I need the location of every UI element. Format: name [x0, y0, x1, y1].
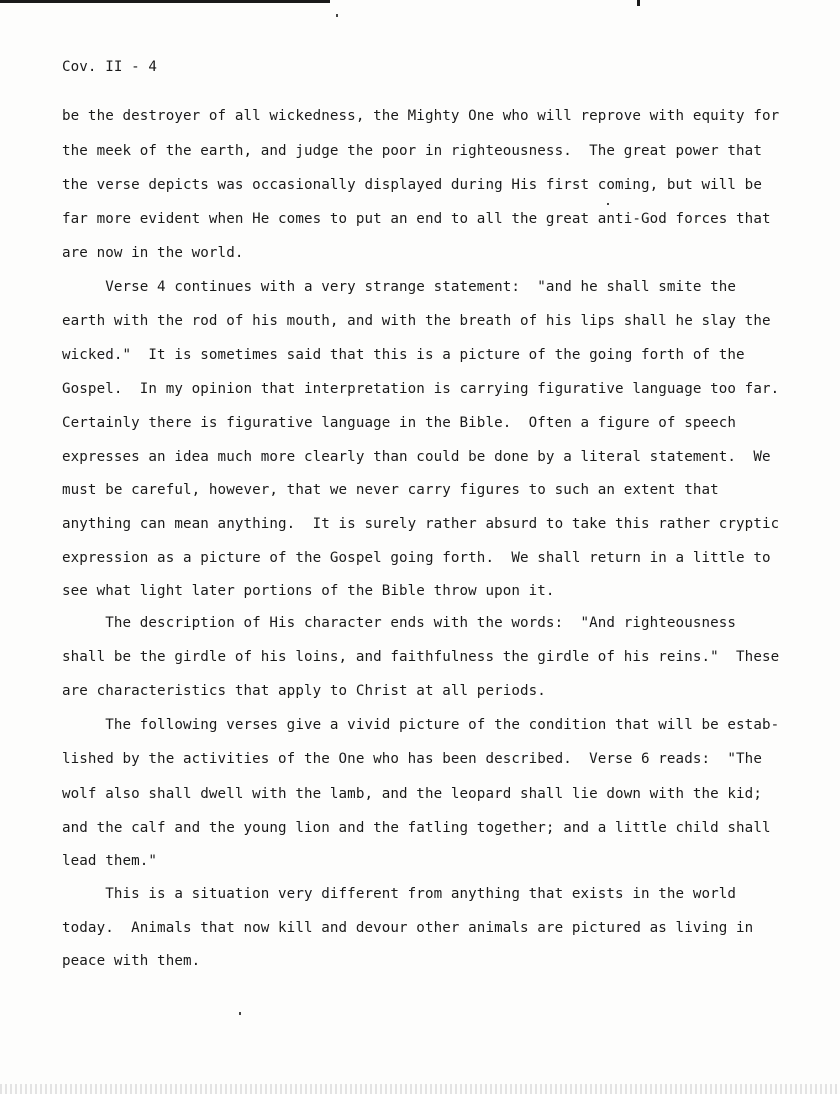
text-line: and the calf and the young lion and the fatling together; and a little child shall [62, 820, 771, 836]
text-line: the meek of the earth, and judge the poor in righteousness. The great power that [62, 143, 762, 159]
text-line: be the destroyer of all wickedness, the Mighty One who will reprove with equity for [62, 108, 780, 124]
page-identifier: Cov. II - 4 [62, 59, 158, 75]
text-line: Verse 4 continues with a very strange statement: "and he shall smite the [62, 279, 737, 295]
text-line: anything can mean anything. It is surely rather absurd to take this rather cryptic [62, 516, 780, 532]
scan-bottom-edge [0, 1084, 840, 1094]
text-line: expression as a picture of the Gospel going forth. We shall return in a little to [62, 550, 771, 566]
text-line: earth with the rod of his mouth, and with the breath of his lips shall he slay the [62, 313, 771, 329]
text-line: shall be the girdle of his loins, and faithfulness the girdle of his reins." These [62, 649, 780, 665]
scan-top-mark [637, 0, 640, 6]
text-line: are characteristics that apply to Christ at all periods. [62, 683, 546, 699]
text-line: far more evident when He comes to put an end to all the great anti-God forces that [62, 211, 771, 227]
text-line: wolf also shall dwell with the lamb, and the leopard shall lie down with the kid; [62, 786, 762, 802]
text-line: lead them." [62, 853, 158, 869]
text-line: lished by the activities of the One who has been described. Verse 6 reads: "The [62, 751, 762, 767]
scan-top-edge [0, 0, 330, 3]
text-line: Gospel. In my opinion that interpretation is carrying figurative language too far. [62, 381, 780, 397]
text-line: are now in the world. [62, 245, 244, 261]
scan-speck [607, 203, 609, 205]
text-line: peace with them. [62, 953, 201, 969]
text-line: expresses an idea much more clearly than could be done by a literal statement. We [62, 449, 771, 465]
text-line: This is a situation very different from anything that exists in the world [62, 886, 737, 902]
text-line: Certainly there is figurative language in the Bible. Often a figure of speech [62, 415, 737, 431]
text-line: wicked." It is sometimes said that this is a picture of the going forth of the [62, 347, 745, 363]
scan-speck [239, 1012, 241, 1015]
text-line: see what light later portions of the Bible throw upon it. [62, 583, 555, 599]
text-line: The description of His character ends with the words: "And righteousness [62, 615, 737, 631]
scan-speck [336, 14, 338, 17]
text-line: today. Animals that now kill and devour other animals are pictured as living in [62, 920, 754, 936]
text-line: must be careful, however, that we never carry figures to such an extent that [62, 482, 719, 498]
text-line: The following verses give a vivid picture of the condition that will be estab- [62, 717, 780, 733]
text-line: the verse depicts was occasionally displayed during His first coming, but will be [62, 177, 762, 193]
